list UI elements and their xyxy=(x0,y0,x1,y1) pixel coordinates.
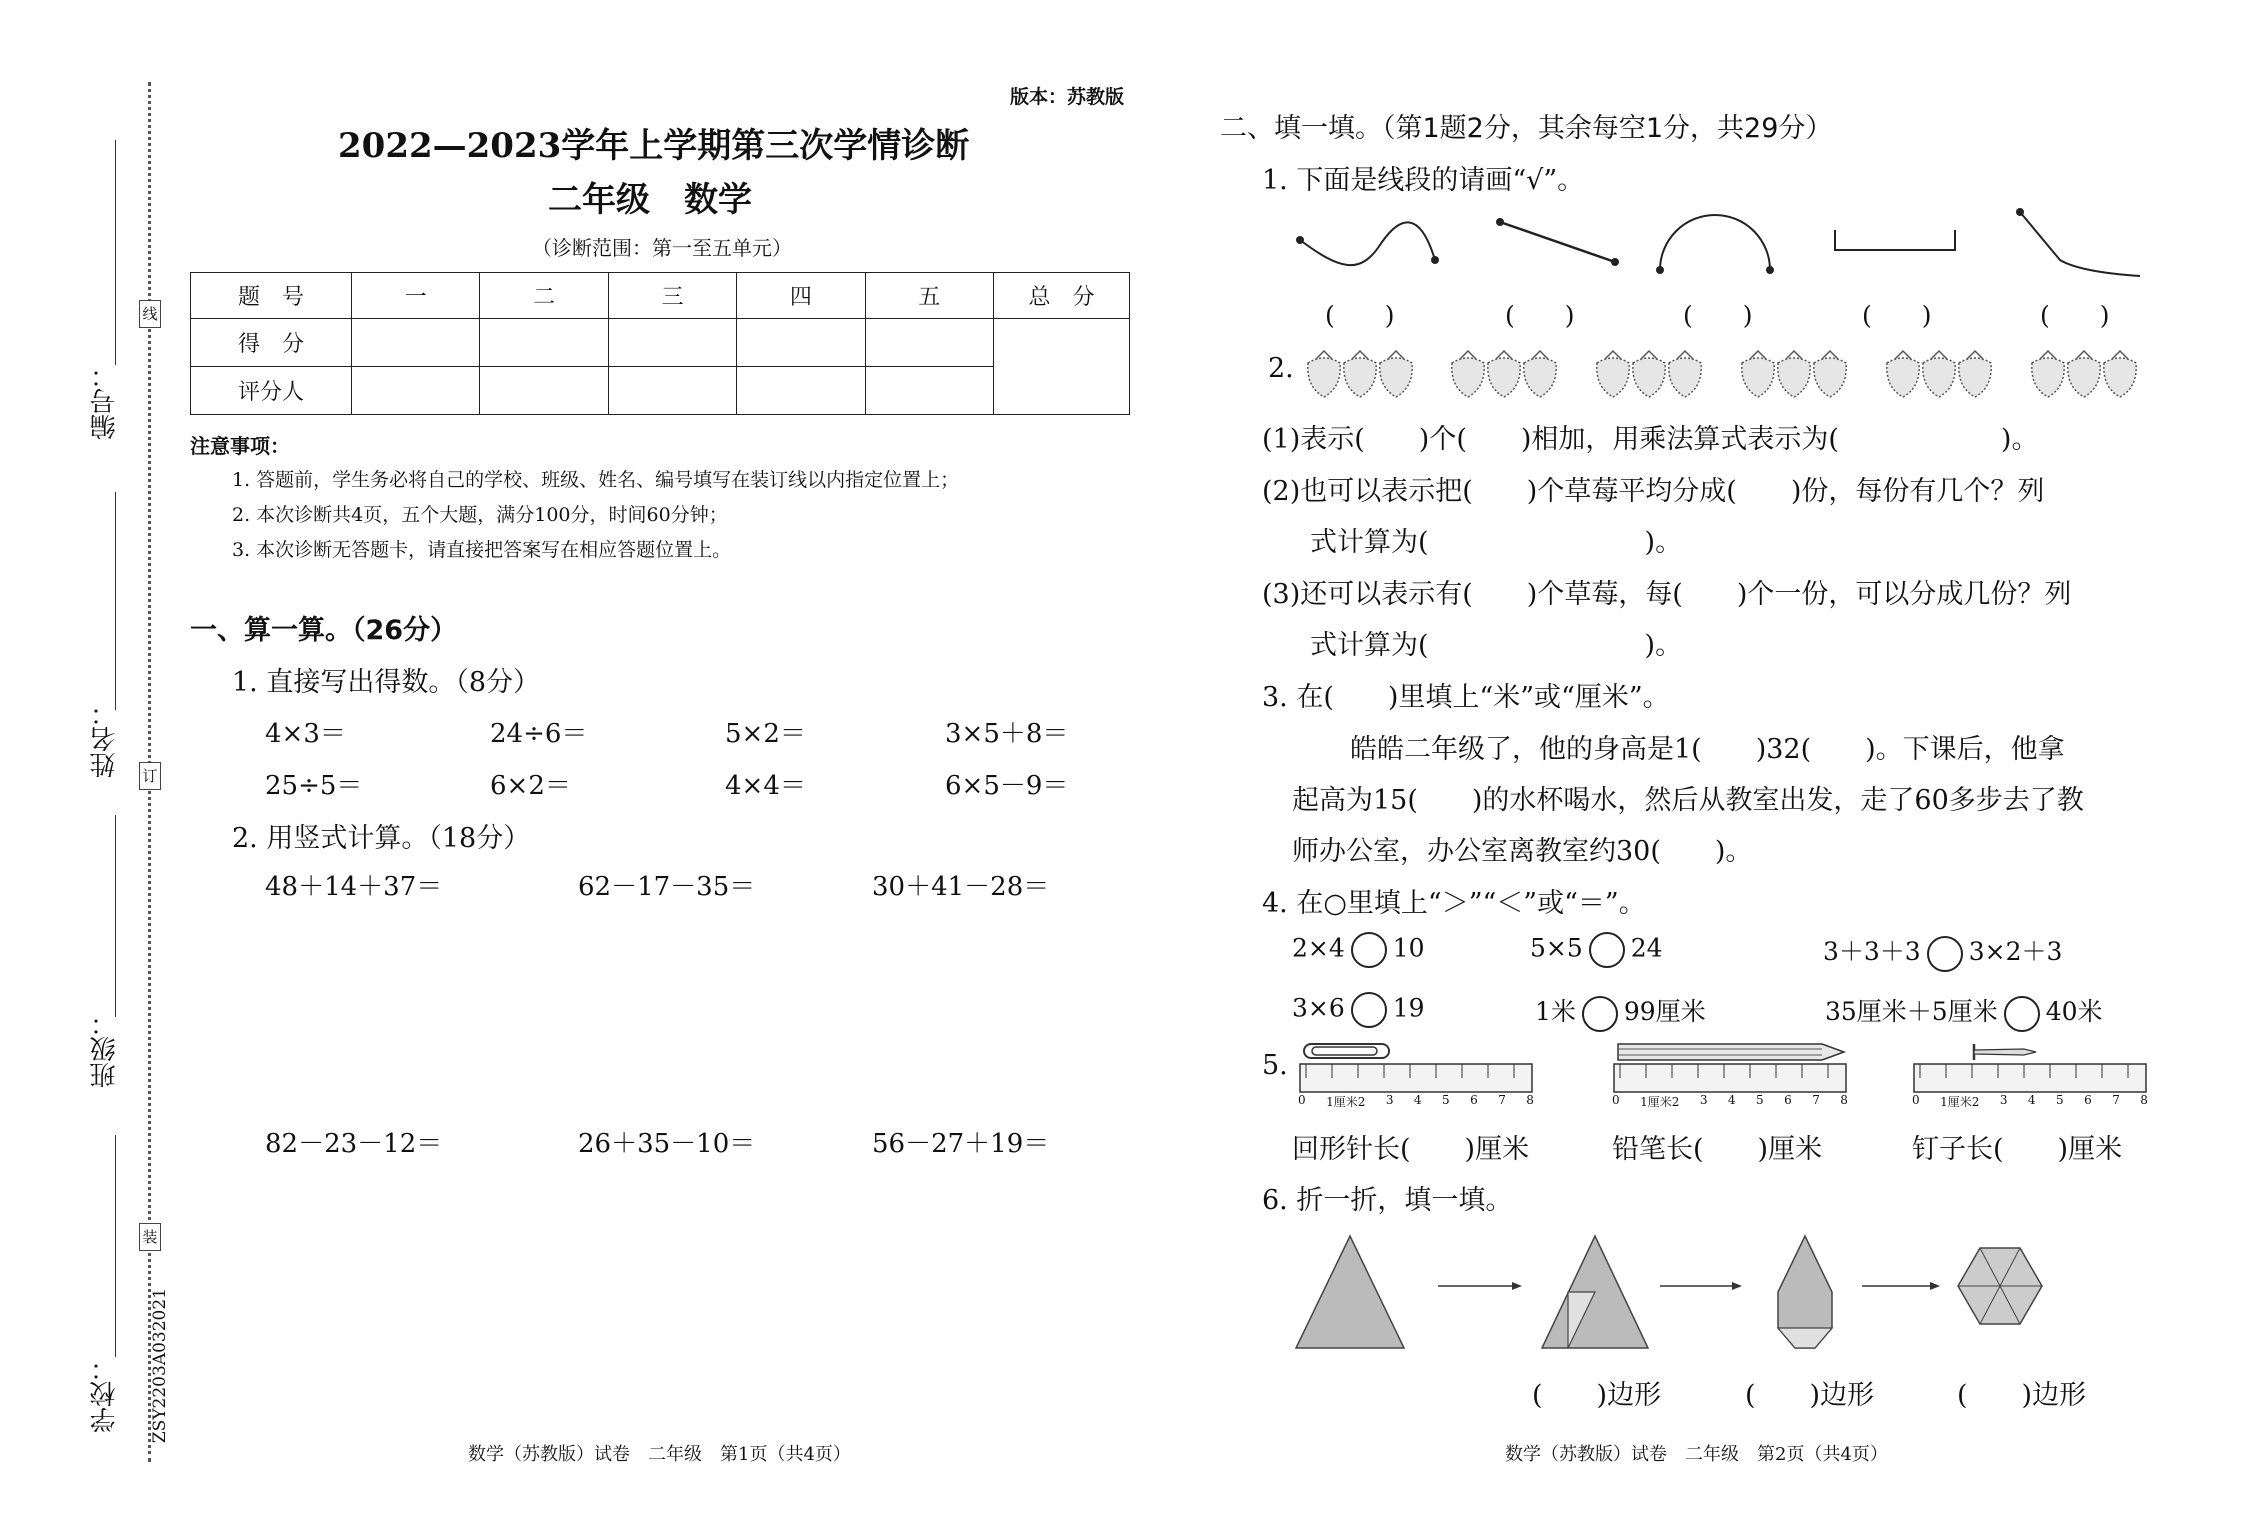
compare-circle[interactable] xyxy=(1927,936,1963,972)
right-q2-label: 2. xyxy=(1268,353,1294,384)
grader-cell[interactable] xyxy=(865,367,993,415)
line-figures xyxy=(1280,200,2150,290)
compare-circle[interactable] xyxy=(2004,996,2040,1032)
right-q5-label: 5. xyxy=(1262,1050,1288,1081)
strawberry-group-4 xyxy=(1742,351,1846,397)
binding-mark-zhuang: 装 xyxy=(139,1223,161,1251)
version-label: 版本：苏教版 xyxy=(1010,86,1125,108)
binding-mark-xian: 线 xyxy=(139,300,161,328)
compare-left: 35厘米＋5厘米 xyxy=(1825,997,1998,1026)
score-cell[interactable] xyxy=(608,319,736,367)
tick-label: 0 xyxy=(1298,1093,1306,1107)
answer-paren[interactable]: ( ) xyxy=(2040,301,2110,330)
right-q1-title: 1. 下面是线段的请画“√”。 xyxy=(1262,165,1585,196)
label-school: 学校： xyxy=(90,1355,120,1433)
bent-line-figure xyxy=(2016,208,2140,276)
tick-label: 8 xyxy=(2140,1093,2148,1107)
vertical-calc-item[interactable]: 82－23－12＝ xyxy=(265,1129,443,1159)
fold-answer-3[interactable]: ( )边形 xyxy=(1957,1380,2087,1411)
q2-line-1: (1)表示( )个( )相加，用乘法算式表示为( )。 xyxy=(1262,424,2039,455)
tick-label: 7 xyxy=(1812,1093,1820,1107)
tick-label: 1厘米2 xyxy=(1940,1095,1980,1109)
ruler-ticks xyxy=(1912,1093,2148,1110)
grader-cell[interactable] xyxy=(737,367,865,415)
score-header-cell: 二 xyxy=(480,273,608,319)
tick-label: 7 xyxy=(2112,1093,2120,1107)
q2-line-5: 式计算为( )。 xyxy=(1310,630,1683,661)
ruler-pencil xyxy=(1612,1042,1852,1112)
strawberry-group-3 xyxy=(1597,351,1701,397)
folding-figures xyxy=(1290,1228,2090,1358)
exam-subtitle: 二年级 数学 xyxy=(548,180,752,220)
footer-page-1: 数学（苏教版）试卷 二年级 第1页（共4页） xyxy=(468,1444,851,1465)
oral-calc-item[interactable]: 24÷6＝ xyxy=(490,719,588,749)
tick-label: 5 xyxy=(1442,1093,1450,1107)
document-code: ZSY2203A032021 xyxy=(150,1288,170,1444)
label-class: 班级： xyxy=(90,1010,120,1088)
compare-left: 3×6 xyxy=(1292,993,1345,1023)
answer-paren[interactable]: ( ) xyxy=(1683,301,1753,330)
oral-calc-item[interactable]: 5×2＝ xyxy=(725,719,806,749)
q3-line-1: 皓皓二年级了，他的身高是1( )32( )。下课后，他拿 xyxy=(1350,734,2065,765)
compare-item xyxy=(1530,932,1663,968)
fold-step-1 xyxy=(1542,1236,1648,1348)
compare-item xyxy=(1823,932,2062,972)
compare-circle[interactable] xyxy=(1351,932,1387,968)
ruler-ticks xyxy=(1612,1093,1848,1110)
note-item: 1. 答题前，学生务必将自己的学校、班级、姓名、编号填写在装订线以内指定位置上； xyxy=(232,469,960,491)
name-write-line[interactable] xyxy=(115,492,116,710)
score-header-cell: 题 号 xyxy=(191,273,352,319)
tick-label: 1厘米2 xyxy=(1640,1095,1680,1109)
notes-title: 注意事项： xyxy=(190,434,290,458)
q3-line-3: 师办公室，办公室离教室约30( )。 xyxy=(1292,836,1753,867)
label-name: 姓名： xyxy=(90,700,120,778)
vertical-calc-item[interactable]: 62－17－35＝ xyxy=(578,872,756,902)
tick-label: 1厘米2 xyxy=(1326,1095,1366,1109)
arc-figure xyxy=(1656,215,1774,274)
ruler-answer-nail[interactable]: 钉子长( )厘米 xyxy=(1912,1134,2123,1165)
oral-calc-item[interactable]: 6×2＝ xyxy=(490,771,571,801)
compare-left: 5×5 xyxy=(1530,933,1583,963)
tick-label: 3 xyxy=(1999,1093,2008,1107)
exam-scope: （诊断范围：第一至五单元） xyxy=(532,236,792,260)
tick-label: 6 xyxy=(1784,1093,1792,1107)
compare-left: 3＋3＋3 xyxy=(1823,937,1921,966)
score-cell[interactable] xyxy=(865,319,993,367)
school-write-line[interactable] xyxy=(115,1135,116,1357)
grader-cell[interactable] xyxy=(608,367,736,415)
segment-figure xyxy=(1496,218,1619,266)
oral-calc-item[interactable]: 6×5－9＝ xyxy=(945,771,1069,801)
vertical-calc-item[interactable]: 56－27＋19＝ xyxy=(872,1129,1050,1159)
tick-label: 0 xyxy=(1612,1093,1620,1107)
ruler-paperclip xyxy=(1298,1042,1538,1112)
question-2-title: 2. 用竖式计算。（18分） xyxy=(232,823,531,854)
answer-paren[interactable]: ( ) xyxy=(1862,301,1932,330)
arrow-icon xyxy=(1862,1282,1940,1290)
grader-cell[interactable] xyxy=(480,367,608,415)
fold-answer-2[interactable]: ( )边形 xyxy=(1745,1380,1875,1411)
footer-page-2: 数学（苏教版）试卷 二年级 第2页（共4页） xyxy=(1505,1444,1888,1465)
grader-cell[interactable] xyxy=(352,367,480,415)
compare-item xyxy=(1292,932,1425,968)
curve-figure xyxy=(1296,222,1439,265)
ruler-answer-paperclip[interactable]: 回形针长( )厘米 xyxy=(1292,1134,1530,1165)
bracket-figure xyxy=(1835,230,1955,250)
section-2-title: 二、填一填。（第1题2分，其余每空1分，共29分） xyxy=(1220,113,1833,144)
compare-circle[interactable] xyxy=(1351,992,1387,1028)
right-q4-title: 4. 在○里填上“＞”“＜”或“＝”。 xyxy=(1262,888,1646,919)
tick-label: 6 xyxy=(2084,1093,2092,1107)
oral-calc-item[interactable]: 4×3＝ xyxy=(265,719,346,749)
total-score-cell[interactable] xyxy=(994,319,1130,415)
score-cell[interactable] xyxy=(737,319,865,367)
q2-line-2: (2)也可以表示把( )个草莓平均分成( )份，每份有几个？列 xyxy=(1262,476,2045,507)
note-item: 2. 本次诊断共4页，五个大题，满分100分，时间60分钟； xyxy=(232,504,728,526)
oral-calc-item[interactable]: 3×5＋8＝ xyxy=(945,719,1069,749)
q2-line-3: 式计算为( )。 xyxy=(1310,527,1683,558)
tick-label: 8 xyxy=(1840,1093,1848,1107)
question-1-title: 1. 直接写出得数。（8分） xyxy=(232,667,541,698)
compare-circle[interactable] xyxy=(1582,996,1618,1032)
tick-label: 8 xyxy=(1526,1093,1534,1107)
class-write-line[interactable] xyxy=(115,815,116,1017)
fold-answer-1[interactable]: ( )边形 xyxy=(1532,1380,1662,1411)
tick-label: 4 xyxy=(2027,1093,2036,1107)
triangle-shape xyxy=(1296,1236,1404,1348)
compare-item xyxy=(1292,992,1425,1028)
compare-right: 3×2＋3 xyxy=(1968,937,2063,966)
compare-right: 10 xyxy=(1392,933,1425,963)
score-cell[interactable] xyxy=(352,319,480,367)
oral-calc-item[interactable]: 4×4＝ xyxy=(725,771,806,801)
tick-label: 4 xyxy=(1413,1093,1422,1107)
score-header-cell: 总 分 xyxy=(994,273,1130,319)
score-header-cell: 四 xyxy=(737,273,865,319)
q2-line-4: (3)还可以表示有( )个草莓，每( )个一份，可以分成几份？列 xyxy=(1262,579,2072,610)
compare-right: 99厘米 xyxy=(1623,997,1706,1026)
strawberry-group-6 xyxy=(2032,351,2136,397)
vertical-calc-item[interactable]: 26＋35－10＝ xyxy=(578,1129,756,1159)
tick-label: 3 xyxy=(1699,1093,1708,1107)
answer-paren[interactable]: ( ) xyxy=(1505,301,1575,330)
score-header-cell: 三 xyxy=(608,273,736,319)
strawberry-group-5 xyxy=(1887,351,1991,397)
compare-right: 24 xyxy=(1630,933,1663,963)
right-q6-title: 6. 折一折，填一填。 xyxy=(1262,1185,1513,1216)
score-header-cell: 一 xyxy=(352,273,480,319)
vertical-calc-item[interactable]: 48＋14＋37＝ xyxy=(265,872,443,902)
strawberry-group-2 xyxy=(1452,351,1556,397)
q3-line-2: 起高为15( )的水杯喝水，然后从教室出发，走了60多步去了教 xyxy=(1292,785,2084,816)
compare-item xyxy=(1535,992,1706,1032)
note-item: 3. 本次诊断无答题卡，请直接把答案写在相应答题位置上。 xyxy=(232,539,732,561)
hexagon-shape xyxy=(1958,1248,2042,1324)
ruler-ticks xyxy=(1298,1093,1534,1110)
compare-right: 19 xyxy=(1392,993,1425,1023)
tick-label: 5 xyxy=(2056,1093,2064,1107)
strawberry-group-1 xyxy=(1308,351,1412,397)
compare-item xyxy=(1825,992,2103,1032)
compare-right: 40米 xyxy=(2045,997,2103,1026)
score-row-label: 评分人 xyxy=(191,367,352,415)
tick-label: 6 xyxy=(1470,1093,1478,1107)
score-table xyxy=(190,272,1130,415)
section-1-title: 一、算一算。（26分） xyxy=(190,615,458,646)
ruler-nail xyxy=(1912,1042,2152,1112)
label-number: 编号： xyxy=(90,362,120,440)
arrow-icon xyxy=(1438,1282,1522,1290)
strawberry-groups xyxy=(1300,345,2160,400)
compare-left: 1米 xyxy=(1535,997,1576,1026)
compare-circle[interactable] xyxy=(1589,932,1625,968)
oral-calc-item[interactable]: 25÷5＝ xyxy=(265,771,363,801)
binding-mark-ding: 订 xyxy=(139,762,161,790)
ruler-answer-pencil[interactable]: 铅笔长( )厘米 xyxy=(1612,1134,1823,1165)
arrow-icon xyxy=(1660,1282,1742,1290)
vertical-calc-item[interactable]: 30＋41－28＝ xyxy=(872,872,1050,902)
tick-label: 7 xyxy=(1498,1093,1506,1107)
tick-label: 0 xyxy=(1912,1093,1920,1107)
tick-label: 4 xyxy=(1727,1093,1736,1107)
score-cell[interactable] xyxy=(480,319,608,367)
answer-paren[interactable]: ( ) xyxy=(1325,301,1395,330)
tick-label: 5 xyxy=(1756,1093,1764,1107)
fold-step-2 xyxy=(1778,1236,1832,1348)
number-write-line[interactable] xyxy=(115,140,116,365)
right-q3-title: 3. 在( )里填上“米”或“厘米”。 xyxy=(1262,682,1670,713)
compare-left: 2×4 xyxy=(1292,933,1345,963)
score-header-cell: 五 xyxy=(865,273,993,319)
tick-label: 3 xyxy=(1385,1093,1394,1107)
exam-title: 2022—2023学年上学期第三次学情诊断 xyxy=(338,126,970,166)
score-row-label: 得 分 xyxy=(191,319,352,367)
